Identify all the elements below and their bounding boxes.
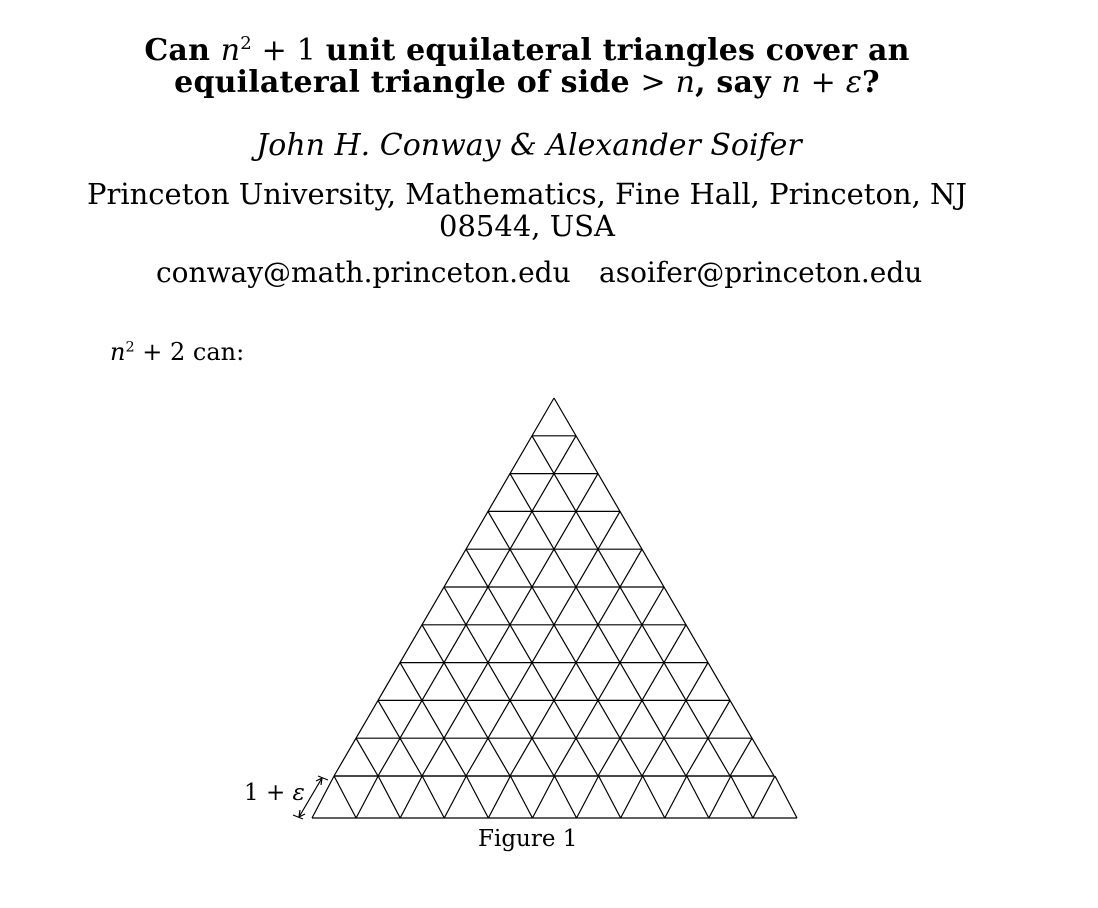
grid-left-diagonal xyxy=(466,511,620,776)
strip-triangle-edge xyxy=(400,776,422,818)
strip-triangle-edge xyxy=(378,776,400,818)
strip-triangle-edge xyxy=(665,776,687,818)
strip-triangle-edge xyxy=(444,776,466,818)
strip-triangle-edge xyxy=(466,776,488,818)
math-superscript: 2 xyxy=(125,339,135,356)
strip-triangle-edge xyxy=(709,776,731,818)
strip-triangle-edge xyxy=(621,776,643,818)
grid-left-diagonal xyxy=(642,663,708,776)
strip-triangle-edge xyxy=(334,776,356,818)
strip-triangle-edge xyxy=(312,776,334,818)
strip-triangle-edge xyxy=(599,776,621,818)
affiliation-line-2: 08544, USA xyxy=(439,209,615,243)
strip-triangle-edge xyxy=(356,776,378,818)
intro-text: + 2 can: xyxy=(134,338,245,366)
bottom-strip xyxy=(312,776,797,818)
strip-triangle-edge xyxy=(775,776,797,818)
figure-caption: Figure 1 xyxy=(478,826,578,852)
authors: John H. Conway & Alexander Soifer xyxy=(256,128,802,163)
title-text: , say xyxy=(695,65,782,100)
label-one-plus: 1 + xyxy=(244,780,293,806)
strip-triangle-edge xyxy=(753,776,775,818)
strip-triangle-edge xyxy=(510,776,532,818)
math-greater-than: > xyxy=(640,65,676,100)
math-n-plus-epsilon: n + ε xyxy=(781,65,863,100)
strip-triangle-edge xyxy=(731,776,753,818)
math-n: n xyxy=(675,65,696,100)
grid-right-diagonal xyxy=(532,436,730,776)
grid-right-diagonal xyxy=(400,663,466,776)
title-text: equilateral triangle of side xyxy=(174,65,641,100)
grid-right-diagonal xyxy=(488,511,642,776)
math-plus-one: + 1 xyxy=(251,33,326,68)
title-text: unit equilateral triangles cover an xyxy=(325,33,910,68)
grid-left-diagonal xyxy=(554,587,664,776)
strip-triangle-edge xyxy=(577,776,599,818)
affiliation-line-1: Princeton University, Mathematics, Fine Hall, Princeton, NJ xyxy=(86,177,968,211)
email-soifer[interactable]: asoifer@princeton.edu xyxy=(599,256,923,289)
strip-triangle-edge xyxy=(422,776,444,818)
title-text: ? xyxy=(862,65,880,100)
triangle-grid xyxy=(334,398,774,776)
math-n: n xyxy=(110,338,126,366)
strip-triangle-edge xyxy=(532,776,554,818)
grid-right-diagonal xyxy=(356,738,378,776)
grid-left-diagonal xyxy=(378,436,576,776)
strip-triangle-edge xyxy=(488,776,510,818)
strip-triangle-edge xyxy=(687,776,709,818)
email-conway[interactable]: conway@math.princeton.edu xyxy=(156,256,571,289)
grid-right-diagonal xyxy=(444,587,554,776)
strip-triangle-edge xyxy=(555,776,577,818)
label-epsilon: ε xyxy=(292,780,305,806)
title-text: Can xyxy=(144,33,221,68)
math-superscript: 2 xyxy=(240,33,252,55)
strip-height-label xyxy=(244,780,305,806)
grid-left-diagonal xyxy=(730,738,752,776)
math-n: n xyxy=(220,33,241,68)
strip-triangle-edge xyxy=(643,776,665,818)
